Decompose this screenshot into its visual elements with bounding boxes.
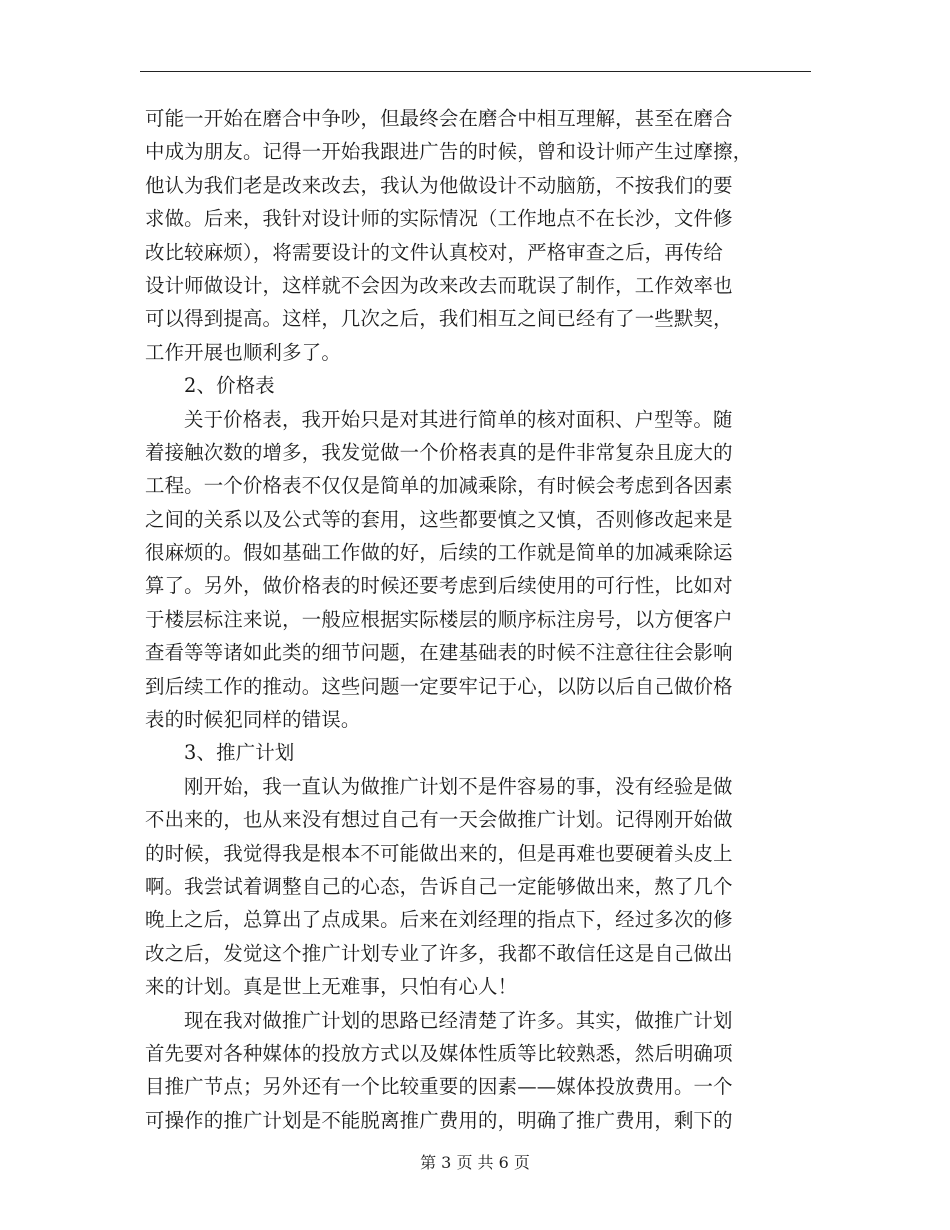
text-line: 关于价格表，我开始只是对其进行简单的核对面积、户型等。随 [184, 407, 733, 431]
text-line: 改之后，发觉这个推广计划专业了许多，我都不敢信任这是自己做出 [145, 941, 733, 965]
text-line: 于楼层标注来说，一般应根据实际楼层的顺序标注房号，以方便客户 [145, 607, 733, 631]
text-line: 首先要对各种媒体的投放方式以及媒体性质等比较熟悉，然后明确项 [145, 1041, 733, 1065]
text-line: 设计师做设计，这样就不会因为改来改去而耽误了制作，工作效率也 [145, 273, 733, 297]
text-line: 他认为我们老是改来改去，我认为他做设计不动脑筋，不按我们的要 [145, 173, 733, 197]
text-line: 求做。后来，我针对设计师的实际情况（工作地点不在长沙，文件修 [145, 207, 733, 231]
page-footer [0, 1152, 950, 1174]
text-line: 改比较麻烦），将需要设计的文件认真校对，严格审查之后，再传给 [145, 240, 724, 264]
document-body [145, 102, 810, 1137]
text-line: 可以得到提高。这样，几次之后，我们相互之间已经有了一些默契， [145, 307, 733, 331]
text-line: 的时候，我觉得我是根本不可能做出来的，但是再难也要硬着头皮上 [145, 841, 733, 865]
text-line: 之间的关系以及公式等的套用，这些都要慎之又慎，否则修改起来是 [145, 507, 733, 531]
text-line: 工作开展也顺利多了。 [145, 340, 341, 364]
text-line: 中成为朋友。记得一开始我跟进广告的时候，曾和设计师产生过摩擦， [145, 140, 753, 164]
text-line: 表的时候犯同样的错误。 [145, 708, 361, 732]
text-line: 现在我对做推广计划的思路已经清楚了许多。其实，做推广计划 [184, 1008, 733, 1032]
text-line: 查看等等诸如此类的细节问题，在建基础表的时候不注意往往会影响 [145, 641, 733, 665]
header-rule [140, 71, 811, 72]
text-line: 刚开始，我一直认为做推广计划不是件容易的事，没有经验是做 [184, 774, 733, 798]
text-line: 可能一开始在磨合中争吵，但最终会在磨合中相互理解，甚至在磨合 [145, 107, 733, 130]
text-line: 2、价格表 [184, 374, 275, 398]
text-line: 着接触次数的增多，我发觉做一个价格表真的是件非常复杂且庞大的 [145, 440, 733, 464]
text-line: 可操作的推广计划是不能脱离推广费用的，明确了推广费用，剩下的 [145, 1108, 733, 1132]
text-line: 3、推广计划 [184, 741, 295, 765]
text-line: 晚上之后，总算出了点成果。后来在刘经理的指点下，经过多次的修 [145, 908, 733, 932]
text-line: 来的计划。真是世上无难事，只怕有心人！ [145, 975, 518, 999]
text-line: 工程。一个价格表不仅仅是简单的加减乘除，有时候会考虑到各因素 [145, 474, 733, 498]
text-line: 很麻烦的。假如基础工作做的好，后续的工作就是简单的加减乘除运 [145, 541, 733, 565]
text-line: 到后续工作的推动。这些问题一定要牢记于心，以防以后自己做价格 [145, 674, 733, 698]
page-number-label: 第 3 页 共 6 页 [420, 1153, 530, 1172]
text-line: 目推广节点；另外还有一个比较重要的因素——媒体投放费用。一个 [145, 1075, 733, 1099]
text-line: 啊。我尝试着调整自己的心态，告诉自己一定能够做出来，熬了几个 [145, 874, 733, 898]
text-line: 算了。另外，做价格表的时候还要考虑到后续使用的可行性，比如对 [145, 574, 733, 598]
text-line: 不出来的，也从来没有想过自己有一天会做推广计划。记得刚开始做 [145, 808, 733, 832]
